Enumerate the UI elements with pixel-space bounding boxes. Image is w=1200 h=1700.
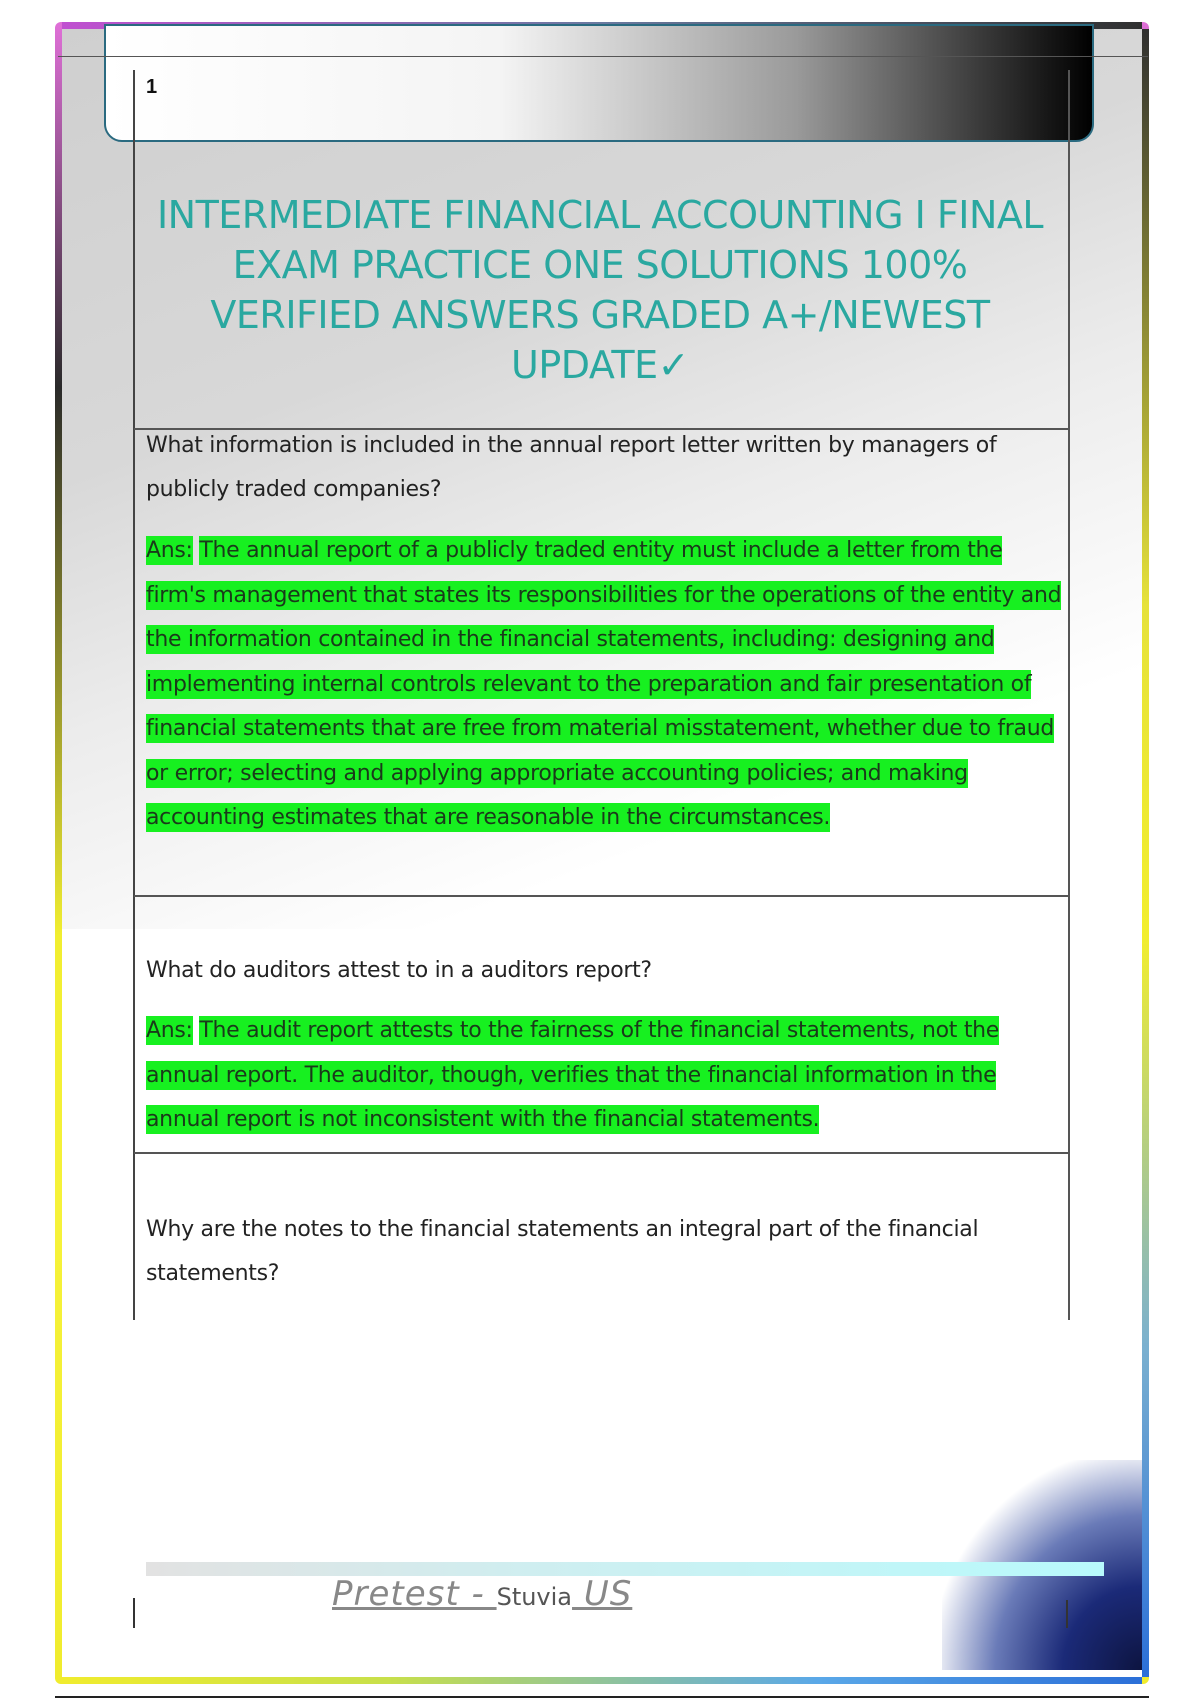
question-2: What do auditors attest to in a auditors report? xyxy=(146,958,652,983)
footer-brand-left: Pretest - xyxy=(332,1574,497,1614)
answer-1-text: The annual report of a publicly traded entity must include a letter from the firm's management that states its responsibilities for the operations of the entity and the information contained in the financial statements, including: designing and implementing internal controls relevant to the preparation and fair presentation of financial statements that are free from material misstatement, whether due to fraud or error; selecting and applying appropriate accounting policies; and making accounting estimates that are reasonable in the circumstances. xyxy=(146,538,1062,830)
answer-2-label: Ans: xyxy=(146,1018,193,1043)
frame-bottom-edge xyxy=(62,1677,1142,1684)
right-margin-rule xyxy=(1068,70,1070,1320)
left-margin-rule xyxy=(133,70,135,1320)
footer-brand-mid: Stuvia xyxy=(496,1583,573,1611)
header-tab xyxy=(104,24,1094,142)
answer-1 xyxy=(146,529,1066,841)
answer-2 xyxy=(146,1009,1066,1143)
header-rule xyxy=(58,56,1148,57)
section-divider xyxy=(134,895,1069,897)
footer-brand xyxy=(332,1574,632,1614)
section-divider xyxy=(134,1152,1069,1154)
footer-tick-left xyxy=(133,1598,135,1628)
footer-brand-right: US xyxy=(572,1574,633,1614)
question-1: What information is included in the annual report letter written by managers of publicly traded companies? xyxy=(146,433,997,502)
answer-1-label: Ans: xyxy=(146,538,193,563)
frame-right-edge xyxy=(1142,29,1149,1677)
footer-tick-right xyxy=(1066,1600,1068,1628)
page-number: 1 xyxy=(146,76,158,98)
question-3: Why are the notes to the financial statements an integral part of the financial statements? xyxy=(146,1217,979,1286)
document-title: INTERMEDIATE FINANCIAL ACCOUNTING I FINAL EXAM PRACTICE ONE SOLUTIONS 100% VERIFIED ANSWERS GRADED A+/NEWEST UPDATE✓ xyxy=(156,193,1044,387)
answer-2-text: The audit report attests to the fairness of the financial statements, not the annual report. The auditor, though, verifies that the financial information in the annual report is not inconsistent with the financial statements. xyxy=(146,1018,1000,1132)
bottom-line xyxy=(55,1696,1149,1698)
